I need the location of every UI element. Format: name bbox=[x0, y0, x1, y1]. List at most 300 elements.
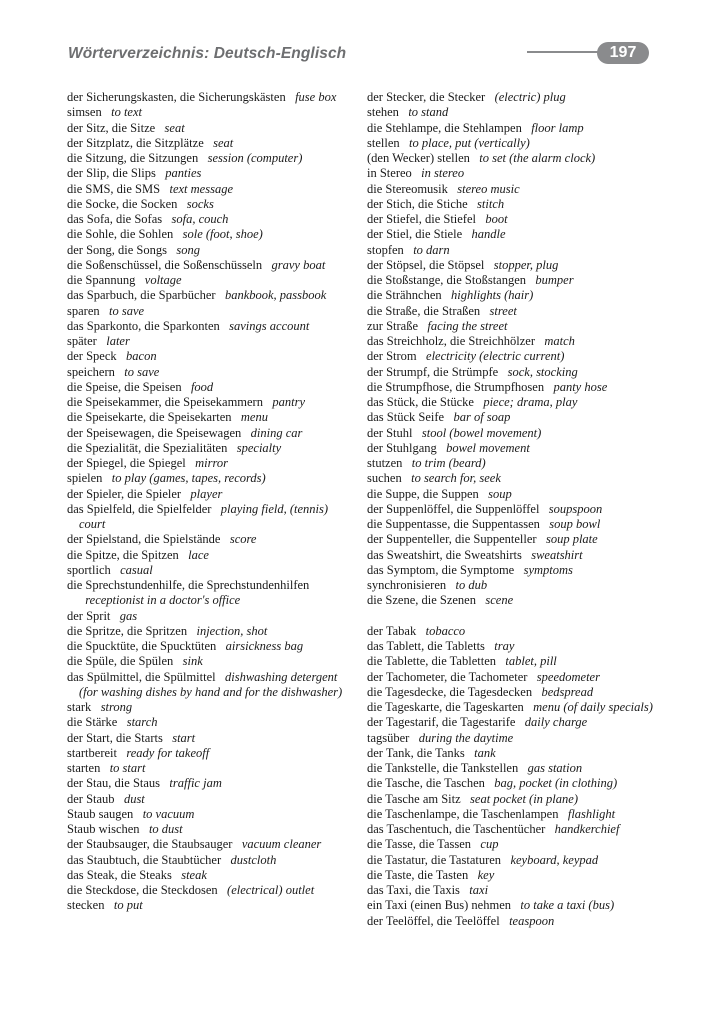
dictionary-entry bbox=[367, 334, 657, 349]
dictionary-entry bbox=[67, 471, 353, 486]
dictionary-entry bbox=[367, 654, 657, 669]
dictionary-entry bbox=[367, 136, 657, 151]
dictionary-entry bbox=[367, 365, 657, 380]
english-translation: tobacco bbox=[425, 623, 466, 638]
german-term: das Staubtuch, die Staubtücher bbox=[67, 852, 222, 867]
german-term: der Stau, die Staus bbox=[67, 776, 161, 791]
german-term: suchen bbox=[367, 471, 402, 486]
dictionary-entry bbox=[367, 731, 657, 746]
dictionary-entry bbox=[67, 578, 353, 609]
english-translation: handkerchief bbox=[554, 822, 620, 836]
german-term: die Spucktüte, die Spucktüten bbox=[67, 639, 217, 653]
dictionary-entry bbox=[367, 90, 657, 105]
german-term: der Sicherungskasten, die Sicherungskästen bbox=[67, 90, 286, 104]
english-translation: highlights (hair) bbox=[451, 288, 534, 303]
german-term: sparen bbox=[67, 303, 100, 318]
german-term: der Sitz, die Sitze bbox=[67, 120, 156, 135]
dictionary-entry bbox=[67, 715, 353, 730]
dictionary-entry bbox=[67, 563, 353, 578]
german-term: das Taxi, die Taxis bbox=[367, 883, 460, 897]
english-translation: start bbox=[172, 730, 196, 745]
english-translation: key bbox=[477, 867, 495, 882]
english-translation: to save bbox=[109, 303, 145, 318]
german-term: die Szene, die Szenen bbox=[367, 593, 476, 608]
dictionary-entry bbox=[367, 807, 657, 822]
english-translation: gas bbox=[119, 608, 138, 623]
dictionary-entry bbox=[367, 517, 657, 532]
dictionary-entry bbox=[367, 395, 657, 410]
german-term: die Tageskarte, die Tageskarten bbox=[367, 700, 524, 714]
german-term: stehen bbox=[367, 105, 399, 120]
right-column bbox=[367, 90, 657, 929]
dictionary-entry bbox=[367, 914, 657, 929]
english-translation: savings account bbox=[229, 318, 310, 333]
english-translation: dust bbox=[123, 791, 145, 806]
dictionary-entry bbox=[367, 151, 657, 166]
english-translation: panty hose bbox=[553, 379, 608, 394]
english-translation: to darn bbox=[413, 242, 450, 257]
english-translation: (electric) plug bbox=[494, 90, 566, 104]
dictionary-entry bbox=[67, 212, 353, 227]
dictionary-entry bbox=[67, 273, 353, 288]
dictionary-entry bbox=[67, 243, 353, 258]
dictionary-entry bbox=[367, 685, 657, 700]
english-translation: menu (of daily specials) bbox=[533, 700, 653, 714]
english-translation: scene bbox=[485, 593, 514, 608]
dictionary-entry bbox=[367, 532, 657, 547]
german-term: der Speck bbox=[67, 349, 117, 364]
dictionary-entry bbox=[367, 349, 657, 364]
german-term: startbereit bbox=[67, 745, 117, 760]
german-term: starten bbox=[67, 761, 101, 775]
english-translation: bedspread bbox=[541, 684, 594, 699]
dictionary-entry bbox=[67, 868, 353, 883]
dictionary-entry bbox=[67, 746, 353, 761]
dictionary-entry bbox=[67, 898, 353, 913]
english-translation: to take a taxi (bus) bbox=[520, 898, 615, 913]
dictionary-entry bbox=[67, 456, 353, 471]
english-translation: soup bowl bbox=[549, 517, 601, 531]
english-translation: to save bbox=[124, 364, 160, 379]
english-translation: bumper bbox=[535, 273, 574, 287]
english-translation: seat bbox=[213, 135, 234, 150]
english-translation: teaspoon bbox=[509, 913, 555, 928]
german-term: die Tasche, die Taschen bbox=[367, 776, 485, 791]
left-column bbox=[67, 90, 353, 914]
dictionary-entry bbox=[67, 502, 353, 533]
dictionary-entry bbox=[367, 426, 657, 441]
german-term: der Tachometer, die Tachometer bbox=[367, 669, 528, 684]
dictionary-entry bbox=[367, 578, 657, 593]
english-translation: sink bbox=[182, 654, 203, 669]
english-translation: strong bbox=[100, 700, 133, 714]
dictionary-entry bbox=[67, 365, 353, 380]
english-translation: vacuum cleaner bbox=[241, 837, 322, 852]
english-translation: steak bbox=[181, 867, 207, 882]
german-term: die Speisekarte, die Speisekarten bbox=[67, 410, 232, 425]
dictionary-entry bbox=[367, 853, 657, 868]
english-translation: ready for takeoff bbox=[126, 745, 210, 760]
german-term: die Sitzung, die Sitzungen bbox=[67, 151, 199, 165]
german-term: die Tasche am Sitz bbox=[367, 791, 461, 806]
german-term: der Sitzplatz, die Sitzplätze bbox=[67, 135, 204, 150]
german-term: die Strumpfhose, die Strumpfhosen bbox=[367, 379, 545, 394]
english-translation: socks bbox=[186, 196, 214, 211]
english-translation: injection, shot bbox=[196, 623, 268, 638]
dictionary-entry bbox=[67, 700, 353, 715]
english-translation: tray bbox=[494, 639, 515, 653]
dictionary-entry bbox=[367, 182, 657, 197]
german-term: die Spüle, die Spülen bbox=[67, 654, 174, 669]
german-term: stellen bbox=[367, 135, 400, 150]
german-term: die Stärke bbox=[67, 715, 118, 730]
german-term: stecken bbox=[67, 898, 105, 913]
dictionary-entry bbox=[67, 227, 353, 242]
german-term: Staub saugen bbox=[67, 806, 134, 821]
english-translation: cup bbox=[480, 837, 499, 852]
german-term: die Spitze, die Spitzen bbox=[67, 547, 179, 562]
german-term: der Teelöffel, die Teelöffel bbox=[367, 913, 500, 928]
english-translation: piece; drama, play bbox=[483, 395, 578, 409]
dictionary-entry bbox=[67, 487, 353, 502]
english-translation: player bbox=[190, 486, 223, 501]
english-translation: to text bbox=[111, 105, 142, 120]
english-translation: taxi bbox=[469, 883, 489, 897]
english-translation: traffic jam bbox=[169, 776, 222, 791]
german-term: später bbox=[67, 334, 97, 348]
dictionary-entry bbox=[367, 121, 657, 136]
dictionary-entry bbox=[67, 258, 353, 273]
english-translation: receptionist in a doctor's office bbox=[85, 593, 241, 608]
german-term: der Spielstand, die Spielstände bbox=[67, 532, 221, 547]
english-translation: panties bbox=[165, 166, 202, 181]
english-translation: tablet, pill bbox=[505, 654, 557, 669]
english-translation: stitch bbox=[477, 196, 505, 211]
german-term: der Song, die Songs bbox=[67, 242, 167, 257]
english-translation: to vacuum bbox=[142, 806, 195, 821]
dictionary-entry bbox=[367, 456, 657, 471]
dictionary-entry bbox=[367, 441, 657, 456]
german-term: die SMS, die SMS bbox=[67, 181, 161, 196]
english-translation: soup bbox=[488, 486, 512, 501]
dictionary-entry bbox=[367, 471, 657, 486]
dictionary-entry bbox=[67, 807, 353, 822]
dictionary-entry bbox=[67, 853, 353, 868]
english-translation: keyboard, keypad bbox=[510, 852, 599, 867]
english-translation: sofa, couch bbox=[171, 212, 229, 226]
german-term: das Spielfeld, die Spielfelder bbox=[67, 501, 212, 516]
dictionary-entry bbox=[67, 761, 353, 776]
english-translation: speedometer bbox=[536, 669, 600, 684]
dictionary-entry bbox=[67, 182, 353, 197]
german-term: stopfen bbox=[367, 242, 404, 257]
german-term: stark bbox=[67, 700, 92, 714]
dictionary-entry bbox=[367, 746, 657, 761]
english-translation: soupspoon bbox=[548, 501, 603, 516]
dictionary-entry bbox=[367, 227, 657, 242]
dictionary-entry bbox=[367, 212, 657, 227]
german-term: sportlich bbox=[67, 562, 111, 577]
dictionary-entry bbox=[67, 304, 353, 319]
german-term: in Stereo bbox=[367, 166, 412, 181]
german-term: stutzen bbox=[367, 456, 403, 470]
english-translation: later bbox=[106, 334, 130, 348]
dictionary-entry bbox=[367, 487, 657, 502]
german-term: die Strähnchen bbox=[367, 288, 442, 303]
dictionary-entry bbox=[67, 776, 353, 791]
german-term: das Sofa, die Sofas bbox=[67, 212, 163, 226]
english-translation: bag, pocket (in clothing) bbox=[494, 776, 618, 791]
dictionary-entry bbox=[67, 883, 353, 898]
german-term: der Suppenteller, die Suppenteller bbox=[367, 532, 537, 547]
german-term: die Speisekammer, die Speisekammern bbox=[67, 395, 263, 409]
german-term: die Sohle, die Sohlen bbox=[67, 227, 174, 242]
english-translation: to dub bbox=[455, 578, 488, 592]
german-term: das Symptom, die Symptome bbox=[367, 562, 515, 577]
german-term: der Stuhl bbox=[367, 425, 413, 440]
german-term: die Suppentasse, die Suppentassen bbox=[367, 517, 540, 531]
german-term: die Tablette, die Tabletten bbox=[367, 654, 496, 669]
english-translation: sock, stocking bbox=[507, 364, 578, 379]
english-translation: airsickness bag bbox=[225, 639, 304, 653]
german-term: spielen bbox=[67, 471, 103, 486]
dictionary-entry bbox=[67, 731, 353, 746]
german-term: der Stuhlgang bbox=[367, 440, 437, 455]
english-translation: casual bbox=[120, 562, 153, 577]
german-term: die Spezialität, die Spezialitäten bbox=[67, 440, 228, 455]
german-term: die Taschenlampe, die Taschenlampen bbox=[367, 806, 559, 821]
dictionary-entry bbox=[67, 136, 353, 151]
english-translation: sweatshirt bbox=[531, 547, 583, 562]
dictionary-entry bbox=[67, 105, 353, 120]
german-term: die Straße, die Straßen bbox=[367, 303, 481, 318]
dictionary-entry bbox=[367, 548, 657, 563]
dictionary-entry bbox=[367, 273, 657, 288]
german-term: der Stöpsel, die Stöpsel bbox=[367, 257, 485, 272]
dictionary-entry bbox=[67, 90, 353, 105]
dictionary-entry bbox=[367, 243, 657, 258]
dictionary-entry bbox=[367, 258, 657, 273]
dictionary-entry bbox=[367, 715, 657, 730]
dictionary-entry bbox=[367, 776, 657, 791]
dictionary-entry bbox=[67, 166, 353, 181]
dictionary-entry bbox=[367, 319, 657, 334]
english-translation: street bbox=[489, 303, 517, 318]
german-term: die Stoßstange, die Stoßstangen bbox=[367, 273, 527, 287]
english-translation: mirror bbox=[195, 456, 228, 470]
english-translation: bankbook, passbook bbox=[224, 288, 327, 303]
english-translation: flashlight bbox=[567, 806, 616, 821]
dictionary-entry bbox=[67, 609, 353, 624]
german-term: das Steak, die Steaks bbox=[67, 867, 172, 882]
english-translation: text message bbox=[169, 181, 233, 196]
english-translation: electricity (electric current) bbox=[426, 349, 565, 364]
german-term: das Spülmittel, die Spülmittel bbox=[67, 669, 216, 684]
dictionary-entry bbox=[67, 426, 353, 441]
english-translation: song bbox=[176, 242, 200, 257]
german-term: die Speise, die Speisen bbox=[67, 379, 182, 394]
english-translation: fuse box bbox=[295, 90, 337, 104]
german-term: der Staub bbox=[67, 791, 115, 806]
english-translation: bar of soap bbox=[453, 410, 511, 425]
german-term: das Stück, die Stücke bbox=[367, 395, 474, 409]
german-term: die Steckdose, die Steckdosen bbox=[67, 883, 218, 897]
dictionary-entry bbox=[67, 624, 353, 639]
english-translation: gravy boat bbox=[271, 257, 326, 272]
german-term: simsen bbox=[67, 105, 102, 120]
english-translation: session (computer) bbox=[207, 151, 303, 165]
english-translation: soup plate bbox=[545, 532, 598, 547]
english-translation: stopper, plug bbox=[493, 257, 559, 272]
dictionary-entry bbox=[67, 548, 353, 563]
dictionary-entry bbox=[67, 288, 353, 303]
dictionary-entry bbox=[367, 380, 657, 395]
english-translation: pantry bbox=[272, 395, 305, 409]
german-term: der Slip, die Slips bbox=[67, 166, 156, 181]
german-term: die Tastatur, die Tastaturen bbox=[367, 852, 502, 867]
english-translation: to stand bbox=[408, 105, 449, 120]
german-term: der Stiefel, die Stiefel bbox=[367, 212, 476, 226]
dictionary-entry bbox=[67, 822, 353, 837]
english-translation: during the daytime bbox=[418, 730, 514, 745]
english-translation: symptoms bbox=[523, 562, 573, 577]
english-translation: food bbox=[190, 379, 214, 394]
dictionary-entry bbox=[367, 822, 657, 837]
german-term: speichern bbox=[67, 364, 115, 379]
german-term: der Start, die Starts bbox=[67, 730, 163, 745]
english-translation: gas station bbox=[527, 761, 583, 775]
dictionary-entry bbox=[67, 319, 353, 334]
german-term: der Tabak bbox=[367, 623, 417, 638]
german-term: die Taste, die Tasten bbox=[367, 867, 469, 882]
english-translation: to put bbox=[113, 898, 143, 913]
dictionary-entry bbox=[67, 380, 353, 395]
english-translation: bacon bbox=[126, 349, 157, 364]
dictionary-entry bbox=[367, 288, 657, 303]
english-translation: daily charge bbox=[524, 715, 588, 730]
dictionary-entry bbox=[67, 197, 353, 212]
dictionary-entry bbox=[367, 410, 657, 425]
dictionary-entry bbox=[67, 639, 353, 654]
english-translation: seat bbox=[164, 120, 185, 135]
dictionary-entry bbox=[67, 410, 353, 425]
german-term: der Speisewagen, die Speisewagen bbox=[67, 425, 242, 440]
dictionary-entry bbox=[367, 166, 657, 181]
dictionary-entry bbox=[367, 639, 657, 654]
german-term: ein Taxi (einen Bus) nehmen bbox=[367, 898, 511, 913]
german-term: Staub wischen bbox=[67, 822, 140, 836]
german-term: der Spiegel, die Spiegel bbox=[67, 456, 186, 470]
german-term: zur Straße bbox=[367, 318, 419, 333]
german-term: der Stich, die Stiche bbox=[367, 196, 468, 211]
english-translation: floor lamp bbox=[531, 120, 584, 135]
english-translation: sole (foot, shoe) bbox=[182, 227, 263, 242]
english-translation: to search for, seek bbox=[411, 471, 501, 486]
dictionary-entry bbox=[367, 624, 657, 639]
dictionary-entry bbox=[67, 441, 353, 456]
english-translation: voltage bbox=[144, 273, 182, 287]
german-term: der Tagestarif, die Tagestarife bbox=[367, 715, 516, 730]
english-translation: to place, put (vertically) bbox=[409, 135, 530, 150]
dictionary-entry bbox=[67, 792, 353, 807]
german-term: die Socke, die Socken bbox=[67, 196, 178, 211]
german-term: die Stereomusik bbox=[367, 181, 448, 196]
dictionary-entry bbox=[67, 532, 353, 547]
english-translation: to start bbox=[109, 761, 146, 775]
english-translation: to dust bbox=[148, 822, 183, 836]
german-term: das Taschentuch, die Taschentücher bbox=[367, 822, 546, 836]
german-term: die Tasse, die Tassen bbox=[367, 837, 472, 852]
dictionary-entry bbox=[367, 868, 657, 883]
english-translation: specialty bbox=[236, 440, 282, 455]
german-term: tagsüber bbox=[367, 730, 410, 745]
german-term: die Spannung bbox=[67, 273, 136, 287]
dictionary-entry bbox=[367, 792, 657, 807]
english-translation: lace bbox=[188, 547, 209, 562]
english-translation: playing field, (tennis) court bbox=[79, 501, 329, 531]
english-translation: (electrical) outlet bbox=[227, 883, 315, 897]
german-term: die Spritze, die Spritzen bbox=[67, 623, 188, 638]
german-term: der Stecker, die Stecker bbox=[367, 90, 486, 104]
section-gap bbox=[367, 609, 657, 624]
dictionary-entry bbox=[367, 883, 657, 898]
german-term: der Strumpf, die Strümpfe bbox=[367, 364, 499, 379]
dictionary-entry bbox=[367, 898, 657, 913]
page-number-badge: 197 bbox=[597, 42, 649, 64]
english-translation: dishwashing detergent (for washing dishes by hand and for the dishwasher) bbox=[79, 669, 343, 699]
german-term: der Sprit bbox=[67, 608, 111, 623]
german-term: die Tankstelle, die Tankstellen bbox=[367, 761, 519, 775]
english-translation: in stereo bbox=[421, 166, 465, 181]
german-term: (den Wecker) stellen bbox=[367, 151, 470, 165]
german-term: die Stehlampe, die Stehlampen bbox=[367, 120, 522, 135]
german-term: das Sparkonto, die Sparkonten bbox=[67, 318, 220, 333]
dictionary-entry bbox=[367, 502, 657, 517]
page-title: Wörterverzeichnis: Deutsch-Englisch bbox=[68, 45, 347, 62]
dictionary-entry bbox=[367, 670, 657, 685]
german-term: das Sparbuch, die Sparbücher bbox=[67, 288, 216, 303]
german-term: die Sprechstundenhilfe, die Sprechstundenhilfen bbox=[67, 578, 310, 592]
german-term: der Staubsauger, die Staubsauger bbox=[67, 837, 233, 852]
german-term: die Soßenschüssel, die Soßenschüsseln bbox=[67, 257, 263, 272]
german-term: das Streichholz, die Streichhölzer bbox=[367, 334, 535, 348]
page-header bbox=[0, 0, 717, 80]
german-term: der Strom bbox=[367, 349, 417, 364]
german-term: der Tank, die Tanks bbox=[367, 745, 465, 760]
dictionary-entry bbox=[367, 197, 657, 212]
german-term: der Spieler, die Spieler bbox=[67, 486, 182, 501]
english-translation: boot bbox=[485, 212, 508, 226]
german-term: synchronisieren bbox=[367, 578, 447, 592]
dictionary-entry bbox=[67, 395, 353, 410]
english-translation: dining car bbox=[250, 425, 303, 440]
dictionary-entry bbox=[67, 349, 353, 364]
english-translation: seat pocket (in plane) bbox=[470, 791, 578, 806]
english-translation: to trim (beard) bbox=[411, 456, 486, 470]
dictionary-entry bbox=[67, 121, 353, 136]
english-translation: score bbox=[229, 532, 257, 547]
english-translation: facing the street bbox=[427, 318, 508, 333]
dictionary-entry bbox=[367, 837, 657, 852]
dictionary-entry bbox=[67, 151, 353, 166]
german-term: der Stiel, die Stiele bbox=[367, 227, 463, 242]
dictionary-entry bbox=[367, 700, 657, 715]
english-translation: dustcloth bbox=[230, 852, 277, 867]
german-term: der Suppenlöffel, die Suppenlöffel bbox=[367, 501, 540, 516]
dictionary-entry bbox=[367, 563, 657, 578]
english-translation: tank bbox=[474, 745, 496, 760]
english-translation: to set (the alarm clock) bbox=[479, 151, 596, 165]
